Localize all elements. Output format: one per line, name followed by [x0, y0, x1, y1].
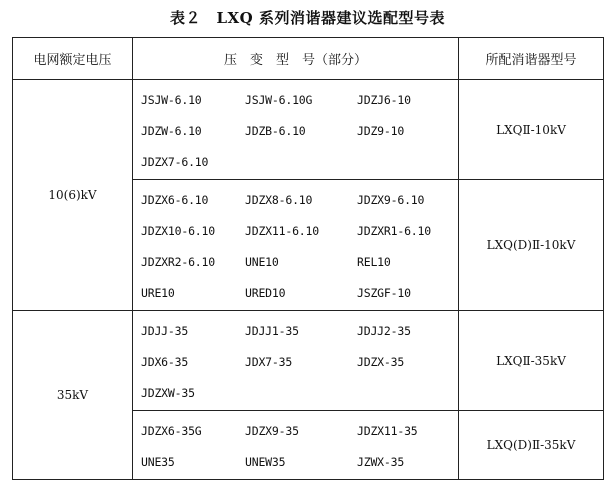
filter-cell: LXQⅡ-35kV	[459, 311, 604, 411]
model-row	[133, 184, 458, 215]
model-row	[133, 346, 458, 377]
model-name: JDZX9-6.10	[357, 192, 425, 207]
model-name: JDJJ1-35	[245, 323, 299, 338]
model-name: UNEW35	[245, 454, 286, 469]
model-name: JSJW-6.10	[141, 92, 202, 107]
model-name: JDX7-35	[245, 354, 293, 369]
model-row	[133, 246, 458, 277]
model-name: UNE10	[245, 254, 279, 269]
model-name: JSZGF-10	[357, 285, 411, 300]
model-name: JDJJ-35	[141, 323, 189, 338]
model-name: JDZW-6.10	[141, 123, 202, 138]
model-name: REL10	[357, 254, 391, 269]
voltage-cell: 35kV	[13, 311, 133, 480]
table-row	[13, 311, 604, 411]
table-title: 表２ LXQ 系列消谐器建议选配型号表	[170, 9, 445, 27]
header-models: 压 变 型 号（部分）	[133, 38, 459, 80]
model-name: JDX6-35	[141, 354, 189, 369]
model-row	[133, 377, 458, 408]
model-name: JDZJ6-10	[357, 92, 411, 107]
filter-cell: LXQⅡ-10kV	[459, 80, 604, 180]
model-name: JDZX8-6.10	[245, 192, 313, 207]
model-name: JDZXR2-6.10	[141, 254, 215, 269]
model-name: JDZX7-6.10	[141, 154, 209, 169]
model-name: JDZX9-35	[245, 423, 299, 438]
model-name: JDZ9-10	[357, 123, 405, 138]
header-filter: 所配消谐器型号	[459, 38, 604, 80]
model-row	[133, 315, 458, 346]
model-row	[133, 446, 458, 477]
model-name: JDZXR1-6.10	[357, 223, 431, 238]
model-row	[133, 215, 458, 246]
models-cell	[133, 411, 459, 480]
model-name: UNE35	[141, 454, 175, 469]
model-row	[133, 277, 458, 308]
model-name: JDZX11-35	[357, 423, 418, 438]
model-name: JDZX11-6.10	[245, 223, 319, 238]
table-row	[13, 80, 604, 180]
voltage-cell: 10(6)kV	[13, 80, 133, 311]
header-row	[13, 38, 604, 80]
header-voltage: 电网额定电压	[13, 38, 133, 80]
filter-cell: LXQ(D)Ⅱ-35kV	[459, 411, 604, 480]
model-row	[133, 415, 458, 446]
models-cell	[133, 311, 459, 411]
model-name: JDZX6-6.10	[141, 192, 209, 207]
model-name: JDZX10-6.10	[141, 223, 215, 238]
model-name: JDZX-35	[357, 354, 405, 369]
model-row	[133, 115, 458, 146]
filter-cell: LXQ(D)Ⅱ-10kV	[459, 180, 604, 311]
model-name: JDJJ2-35	[357, 323, 411, 338]
models-cell	[133, 180, 459, 311]
model-name: JDZXW-35	[141, 385, 195, 400]
model-row	[133, 84, 458, 115]
model-name: URED10	[245, 285, 286, 300]
model-table	[12, 37, 604, 480]
model-row	[133, 146, 458, 177]
models-cell	[133, 80, 459, 180]
model-name: JZWX-35	[357, 454, 405, 469]
model-name: URE10	[141, 285, 175, 300]
model-name: JDZB-6.10	[245, 123, 306, 138]
model-name: JSJW-6.10G	[245, 92, 313, 107]
model-name: JDZX6-35G	[141, 423, 202, 438]
